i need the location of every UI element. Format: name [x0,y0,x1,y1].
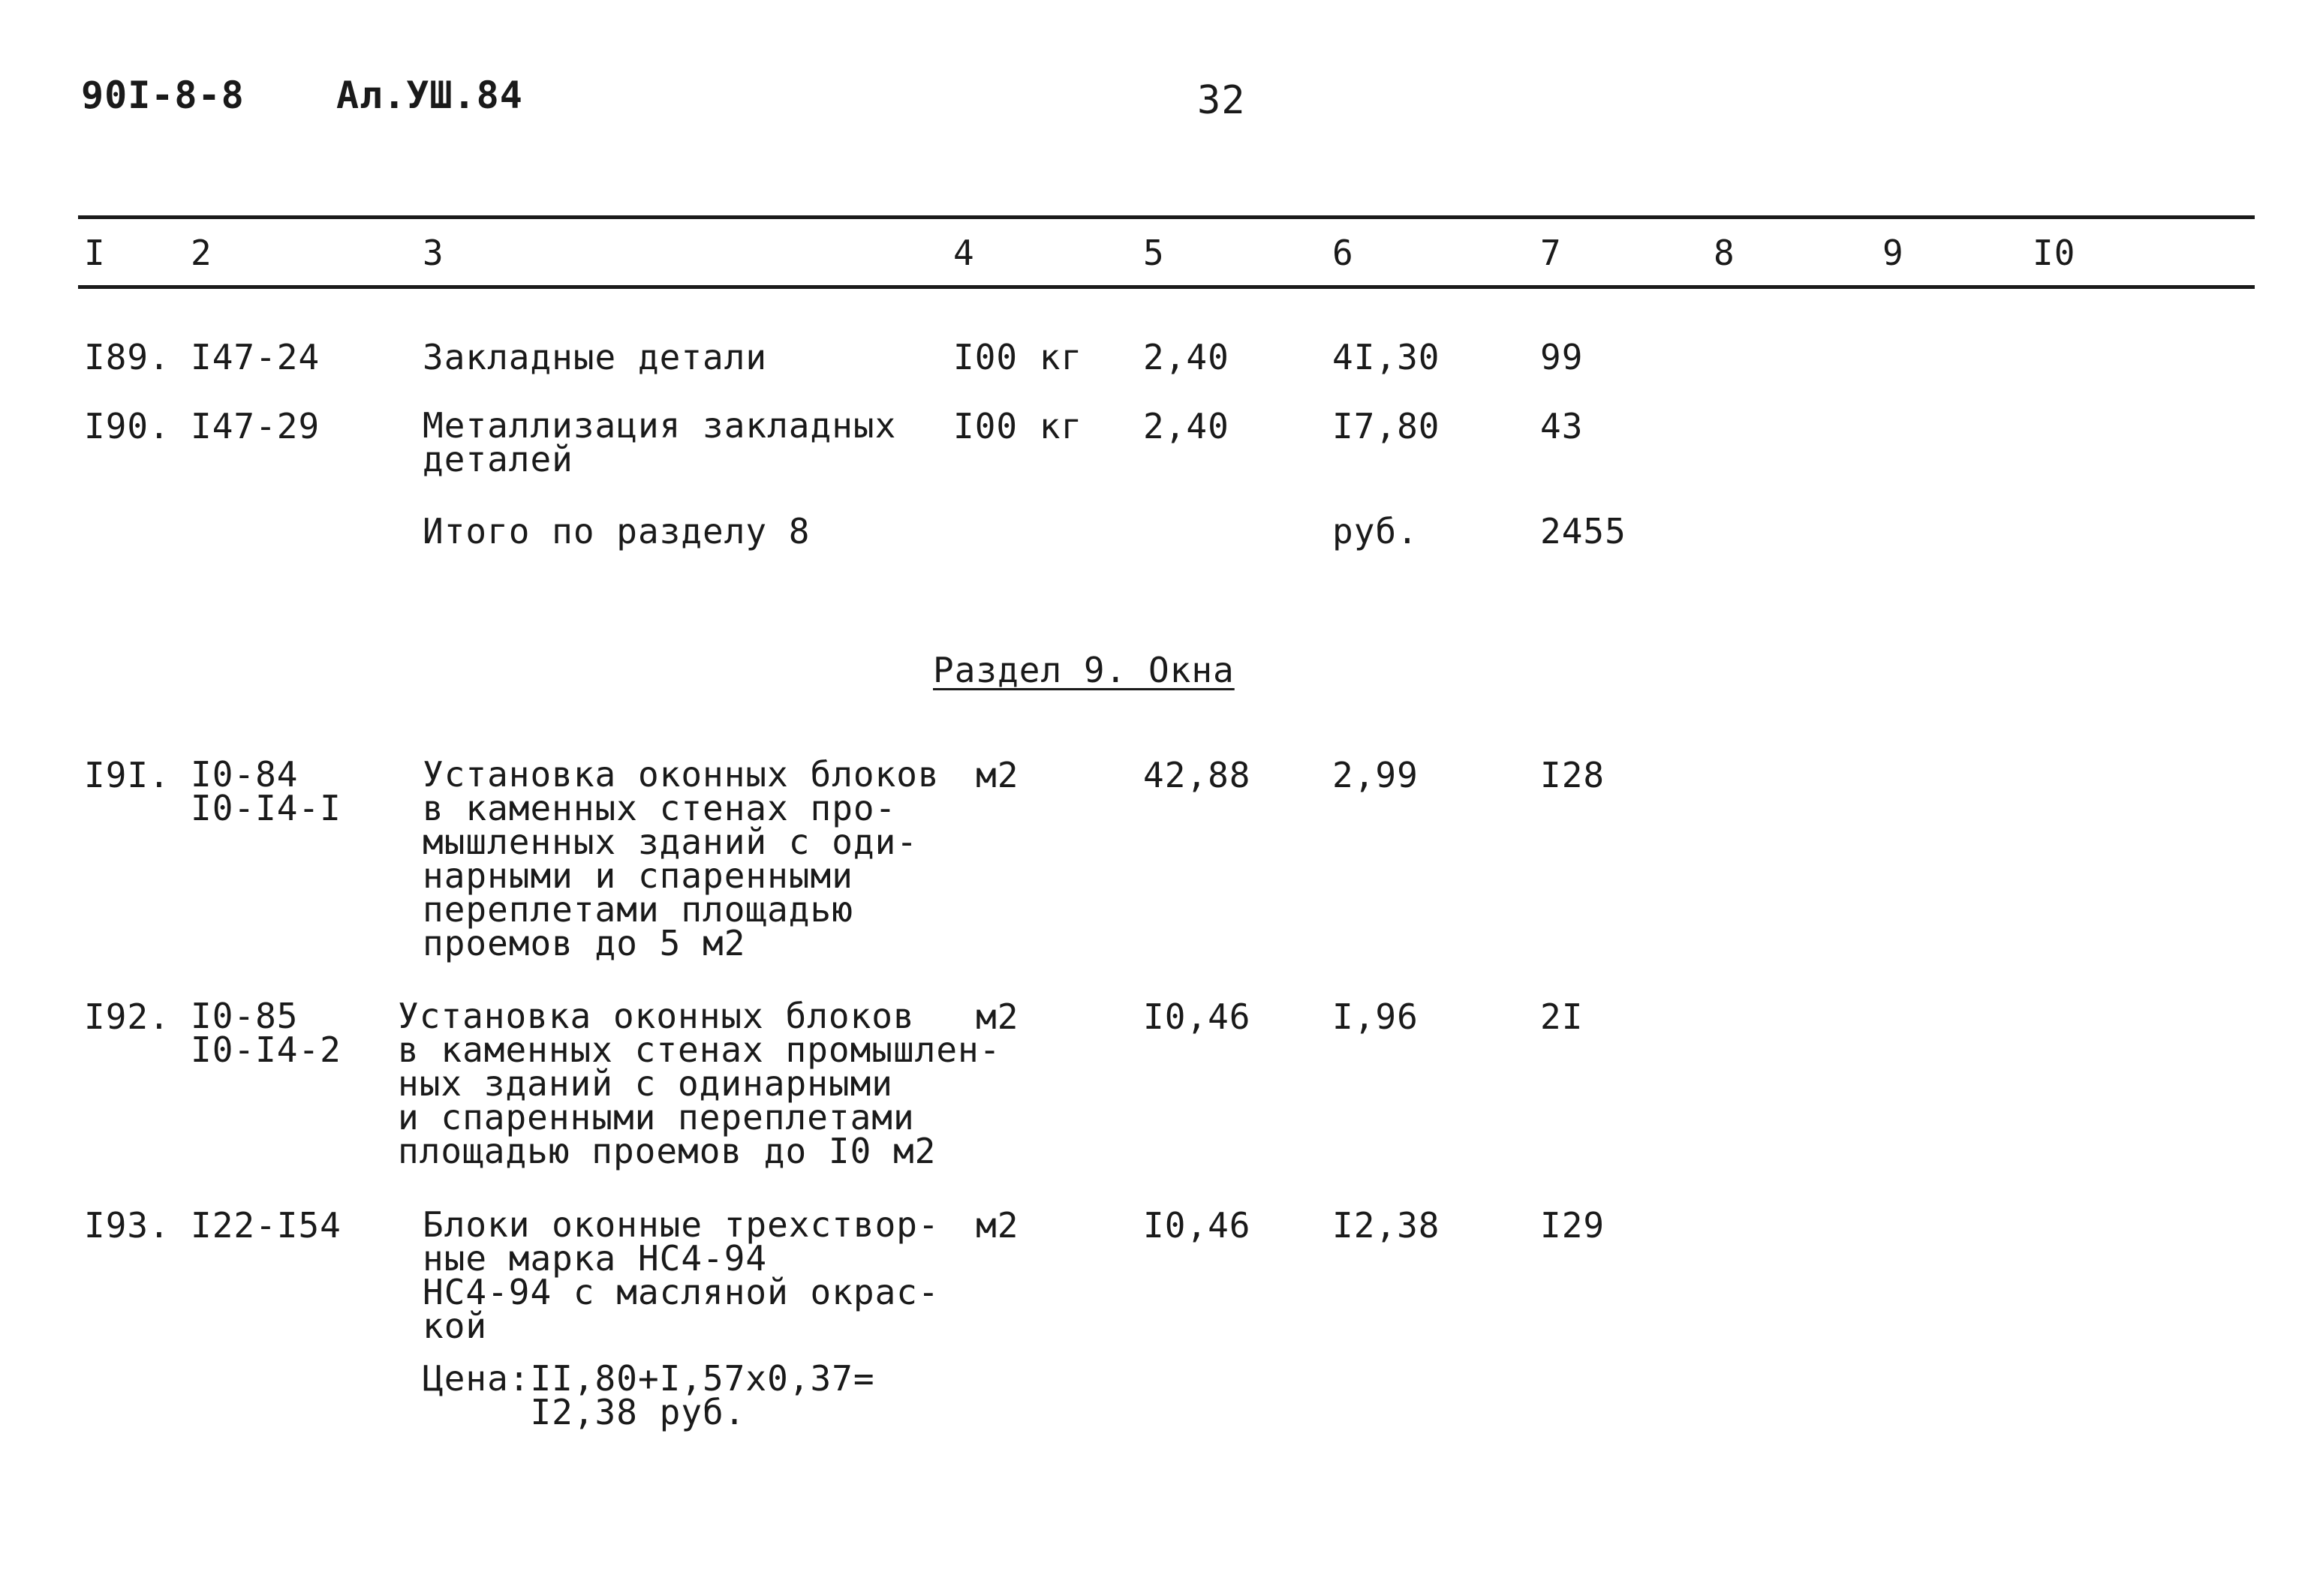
row-number: I90. [84,406,170,446]
column-header-6: 6 [1332,233,1354,273]
column-header-10: I0 [2033,233,2076,273]
row-unit: м2 [976,755,1019,795]
row-code: I47-24 [191,337,320,377]
document-code: 90I-8-8 [81,74,245,117]
row-total: 99 [1540,337,1584,377]
row-unit-price: I2,38 [1332,1205,1440,1246]
row-unit-price: 4I,30 [1332,337,1440,377]
row-total: 2I [1540,996,1584,1037]
page-number: 32 [1197,78,1246,123]
table-top-rule [78,215,2255,219]
row-unit: I00 кг [953,337,1083,377]
row-number: I92. [84,996,170,1037]
row-unit: I00 кг [953,406,1083,446]
row-quantity: I0,46 [1143,996,1251,1037]
table-header-rule [78,285,2255,289]
row-code: I0-84 I0-I4-I [191,754,342,828]
column-header-7: 7 [1540,233,1562,273]
column-header-3: 3 [423,233,444,273]
column-header-8: 8 [1714,233,1735,273]
column-header-5: 5 [1143,233,1165,273]
row-number: I89. [84,337,170,377]
row-code: I0-85 I0-I4-2 [191,996,342,1070]
column-header-1: I [84,233,106,273]
row-unit-price: I,96 [1332,996,1419,1037]
row-unit: м2 [976,1205,1019,1246]
row-total: I28 [1540,755,1605,795]
section-title: Раздел 9. Окна [933,650,1235,690]
row-description: Блоки оконные трехствор- ные марка НС4-94 НС4-94 с масляной окрас- кой [423,1204,940,1346]
subtotal-value: 2455 [1540,511,1626,552]
row-total: I29 [1540,1205,1605,1246]
column-header-4: 4 [953,233,975,273]
row-description: Металлизация закладных деталей [423,405,897,479]
row-unit-price: I7,80 [1332,406,1440,446]
subtotal-unit: руб. [1332,511,1419,552]
subtotal-label: Итого по разделу 8 [423,511,811,552]
row-code: I22-I54 [191,1205,342,1246]
row-description: Закладные детали [423,337,768,377]
row-quantity: 2,40 [1143,406,1229,446]
row-description: Установка оконных блоков в каменных стенах про- мышленных зданий с оди- нарными и спаренными переплетами площадью проемов до 5 м2 [423,754,940,963]
row-total: 43 [1540,406,1584,446]
row-quantity: I0,46 [1143,1205,1251,1246]
row-quantity: 2,40 [1143,337,1229,377]
row-quantity: 42,88 [1143,755,1251,795]
row-unit-price: 2,99 [1332,755,1419,795]
row-unit: м2 [976,996,1019,1037]
column-header-2: 2 [191,233,212,273]
row-number: I9I. [84,755,170,795]
row-number: I93. [84,1205,170,1246]
row-description: Установка оконных блоков в каменных стенах промышлен- ных зданий с одинарными и спаренными переплетами площадью проемов до I0 м2 [398,996,1001,1171]
album-code: Ал.УШ.84 [336,74,523,117]
row-code: I47-29 [191,406,320,446]
price-calculation-note: Цена:II,80+I,57х0,37= I2,38 руб. [423,1358,875,1432]
column-header-9: 9 [1882,233,1904,273]
